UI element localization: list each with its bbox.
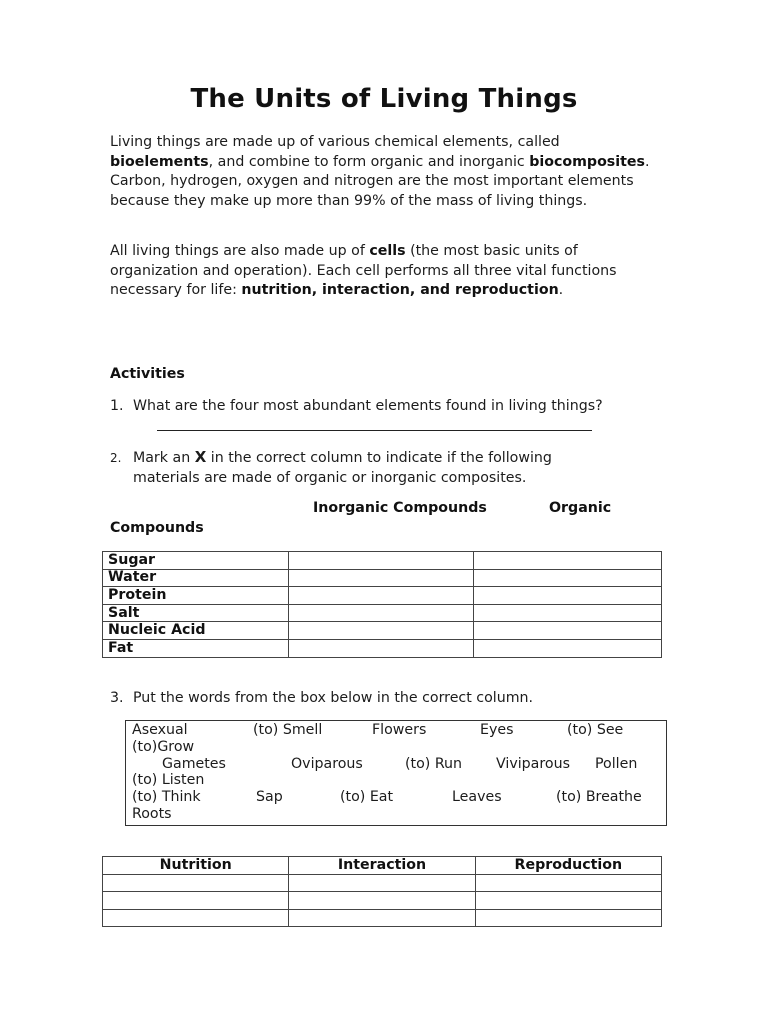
compounds-table	[102, 551, 662, 658]
inorganic-cell[interactable]	[288, 552, 474, 570]
word-row	[132, 806, 660, 823]
text-segment: All living things are also made up of	[110, 243, 370, 259]
inorganic-cell[interactable]	[288, 604, 474, 622]
interaction-cell[interactable]	[289, 909, 475, 927]
table-row	[103, 622, 662, 640]
word: (to) Eat	[340, 789, 394, 806]
word: (to)Grow	[132, 738, 195, 755]
word: Sap	[256, 789, 283, 806]
text-segment: Living things are made up of various chemical elements, called	[110, 134, 560, 150]
table-row	[103, 909, 662, 927]
term-vital-functions: nutrition, interaction, and reproduction	[241, 282, 559, 299]
header-reproduction: Reproduction	[475, 857, 661, 875]
organic-cell[interactable]	[474, 639, 662, 657]
table-row	[103, 587, 662, 605]
word: (to) See	[567, 722, 624, 738]
word-row	[132, 722, 660, 739]
word: (to) Listen	[132, 772, 205, 789]
interaction-cell[interactable]	[289, 892, 475, 910]
word: Eyes	[480, 722, 514, 738]
question-text: Mark an	[133, 450, 195, 466]
word: Oviparous	[291, 755, 363, 772]
term-biocomposites: biocomposites	[529, 153, 645, 170]
table-row	[103, 639, 662, 657]
header-nutrition: Nutrition	[103, 857, 289, 875]
word: Asexual	[132, 722, 188, 738]
word: (to) Think	[132, 789, 201, 806]
text-segment: . Carbon, hydrogen, oxygen and nitrogen are the most important elements because they make up more than 99% of the mass of living things.	[110, 153, 650, 209]
material-cell: Salt	[103, 604, 289, 622]
table-row	[103, 604, 662, 622]
question-text: What are the four most abundant elements found in living things?	[133, 398, 603, 414]
word: Leaves	[452, 789, 502, 806]
intro-paragraph-1	[110, 133, 650, 211]
word: Viviparous	[496, 755, 570, 772]
header-organic-wrap: Compounds	[110, 519, 204, 536]
word-row	[132, 756, 660, 773]
inorganic-cell[interactable]	[288, 587, 474, 605]
reproduction-cell[interactable]	[475, 909, 661, 927]
word: (to) Smell	[253, 722, 323, 738]
word: (to) Breathe	[556, 789, 642, 806]
word-row	[132, 789, 660, 806]
term-cells: cells	[369, 243, 406, 259]
inorganic-cell[interactable]	[288, 639, 474, 657]
term-bioelements: bioelements	[110, 153, 209, 170]
word: Gametes	[162, 755, 226, 772]
header-inorganic: Inorganic Compounds	[313, 500, 487, 516]
material-cell: Water	[103, 569, 289, 587]
question-number: 3.	[110, 690, 124, 706]
nutrition-cell[interactable]	[103, 909, 289, 927]
word-row	[132, 772, 660, 789]
question-1	[110, 397, 603, 417]
question-2	[110, 448, 630, 488]
inorganic-cell[interactable]	[288, 569, 474, 587]
table-row	[103, 569, 662, 587]
organic-cell[interactable]	[474, 604, 662, 622]
question-number: 2.	[110, 451, 122, 465]
word: Roots	[132, 805, 172, 822]
question-text-line2: materials are made of organic or inorganic composites.	[133, 469, 527, 486]
header-organic: Organic	[549, 500, 612, 516]
question-3	[110, 689, 533, 709]
question-text: Put the words from the box below in the correct column.	[133, 690, 534, 706]
question-text: in the correct column to indicate if the following	[206, 450, 552, 466]
answer-line-q1[interactable]	[157, 430, 592, 431]
material-cell: Sugar	[103, 552, 289, 570]
organic-cell[interactable]	[474, 622, 662, 640]
question-number: 1.	[110, 398, 124, 414]
material-cell: Nucleic Acid	[103, 622, 289, 640]
text-segment: .	[558, 282, 564, 299]
text-segment: (the most basic units of organization and operation). Each cell performs all three vital functions necessary for life:	[110, 243, 617, 299]
mark-x-label: X	[194, 448, 207, 466]
word: Pollen	[595, 755, 638, 772]
page-title: The Units of Living Things	[190, 84, 578, 114]
reproduction-cell[interactable]	[475, 874, 661, 892]
material-cell: Fat	[103, 639, 289, 657]
nutrition-cell[interactable]	[103, 892, 289, 910]
word: Flowers	[372, 722, 427, 738]
text-segment: , and combine to form organic and inorganic	[208, 153, 530, 170]
word-box	[125, 720, 667, 826]
table-row	[103, 552, 662, 570]
activities-heading: Activities	[110, 366, 185, 382]
table-row	[103, 892, 662, 910]
organic-cell[interactable]	[474, 587, 662, 605]
functions-table	[102, 856, 662, 927]
word-row	[132, 739, 660, 756]
intro-paragraph-2	[110, 242, 650, 301]
word: (to) Run	[405, 755, 463, 772]
organic-cell[interactable]	[474, 569, 662, 587]
reproduction-cell[interactable]	[475, 892, 661, 910]
inorganic-cell[interactable]	[288, 622, 474, 640]
interaction-cell[interactable]	[289, 874, 475, 892]
header-interaction: Interaction	[289, 857, 475, 875]
table-header-row	[103, 857, 662, 875]
table-row	[103, 874, 662, 892]
organic-cell[interactable]	[474, 552, 662, 570]
nutrition-cell[interactable]	[103, 874, 289, 892]
material-cell: Protein	[103, 587, 289, 605]
